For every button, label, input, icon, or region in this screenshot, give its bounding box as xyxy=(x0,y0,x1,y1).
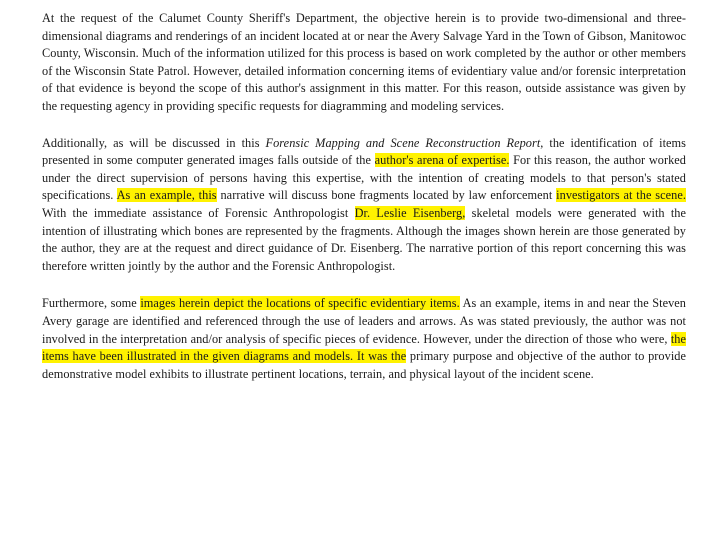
text-segment: Furthermore, some xyxy=(42,296,141,311)
text-segment: skeletal models were generated with the intention of illustrating which bones are represented by the fragments. Although the images shown herein are those generated by the author, they are at the request and direct guidance of Dr. Eisenberg. The narrative portion of this report concerning this was therefore written jointly by the author and the Forensic Anthropologist. xyxy=(42,205,687,273)
paragraph-objective xyxy=(42,10,686,116)
text-segment: At the request of the Calumet County Sheriff's Department, the objective herein is to provide two-dimensional and three-dimensional diagrams and renderings of an incident located at or near the Avery Salvage Yard in the Town of Gibson, Manitowoc County, Wisconsin. Much of the information utilized for this process is based on work completed by the author or other members of the Wisconsin State Patrol. However, detailed information concerning items of evidentiary value and/or forensic interpretation of that evidence is beyond the scope of this author's assignment in this matter. For this reason, outside assistance was given by the requesting agency in providing specific requests for diagramming and modeling services. xyxy=(42,11,686,113)
highlighted-text: investigators at the scene. xyxy=(556,188,686,203)
text-segment: Additionally, as will be discussed in this xyxy=(42,135,266,150)
text-segment: primary purpose and objective of the author to provide demonstrative model exhibits to illustrate pertinent locations, terrain, and physical layout of the incident scene. xyxy=(42,349,686,381)
text-segment: narrative will discuss bone fragments located by law enforcement xyxy=(216,188,557,203)
text-segment: With the immediate assistance of Forensic Anthropologist xyxy=(42,205,355,220)
highlighted-text: Dr. Leslie Eisenberg, xyxy=(354,205,466,220)
text-segment: For this reason, the author worked under the direct supervision of persons having this expertise, with the intention of creating models to that person's stated specifications. xyxy=(42,153,686,203)
text-segment: , the identification of items presented in some computer generated images falls outside of the xyxy=(42,135,686,168)
highlighted-text: As an example, this xyxy=(116,188,217,203)
report-title-italic: Forensic Mapping and Scene Reconstruction Report xyxy=(265,135,541,150)
highlighted-text: author's arena of expertise. xyxy=(374,153,510,168)
highlighted-text: images herein depict the locations of specific evidentiary items. xyxy=(140,296,460,311)
highlighted-text: the items have been illustrated in the given diagrams and models. It was the xyxy=(42,331,686,364)
paragraph-furthermore xyxy=(42,295,686,383)
paragraph-additionally xyxy=(42,135,686,276)
text-segment: As an example, items in and near the Steven Avery garage are identified and referenced through the use of leaders and arrows. As was stated previously, the author was not involved in the interpretation and/or analysis of specific pieces of evidence. However, under the direction of those who were, xyxy=(42,296,686,346)
